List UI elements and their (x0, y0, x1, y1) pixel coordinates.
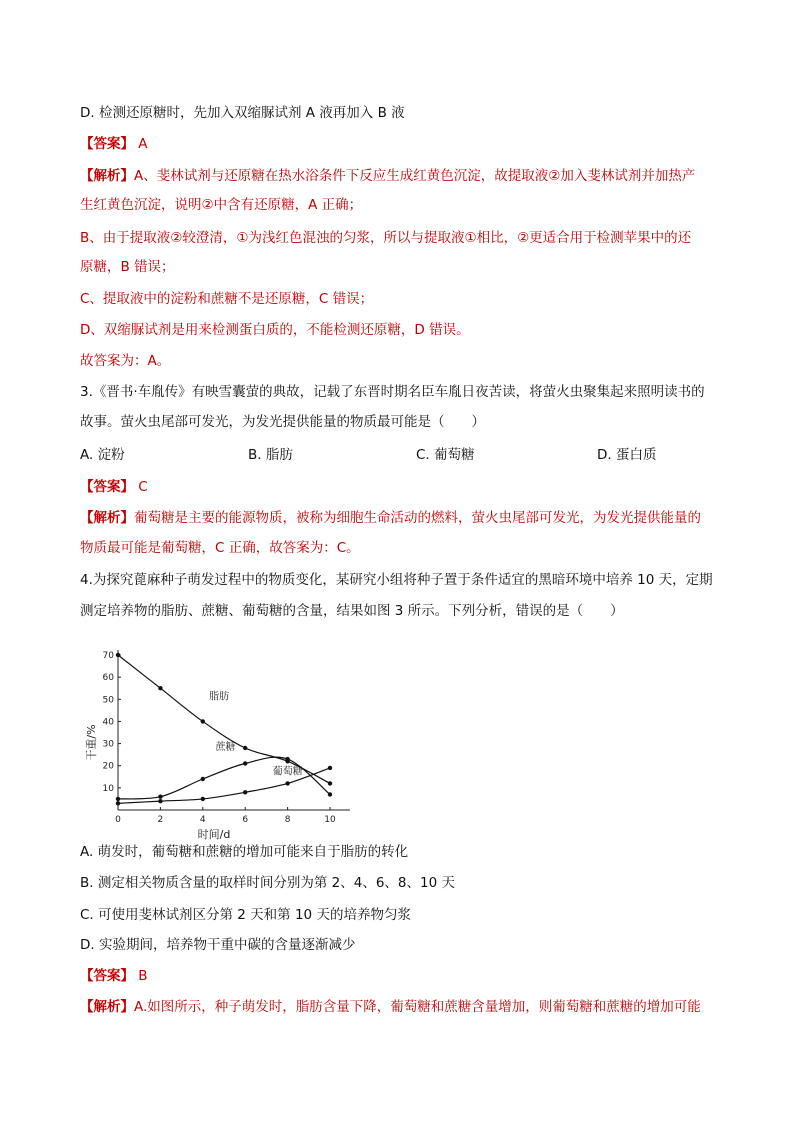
series-line-0 (118, 655, 330, 783)
q2-answer-line (80, 134, 148, 154)
y-tick-label: 20 (102, 761, 114, 772)
q2-analysis-tag: 【解析】 (80, 168, 134, 184)
data-point (116, 797, 120, 801)
x-tick-label: 0 (115, 815, 121, 825)
q4-analysis-text-0: A.如图所示，种子萌发时，脂肪含量下降，葡萄糖和蔗糖含量增加，则葡萄糖和蔗糖的增加可能 (134, 999, 701, 1015)
q3-answer-line (80, 477, 148, 497)
series-line-1 (118, 757, 330, 799)
q2-analysis-line-4: C、提取液中的淀粉和蔗糖不是还原糖，C 错误； (80, 291, 374, 307)
q3-analysis-line-0 (80, 508, 701, 528)
prev-option-d: D. 检测还原糖时，先加入双缩脲试剂 A 液再加入 B 液 (80, 105, 405, 121)
q4-stem-line-1: 测定培养物的脂肪、蔗糖、葡萄糖的含量，结果如图 3 所示。下列分析，错误的是（ ） (80, 603, 624, 619)
data-point (243, 790, 247, 794)
q3-answer-value: C (138, 479, 148, 495)
q3-option-d: D. 蛋白质 (597, 447, 657, 463)
q2-answer-tag: 【答案】 (80, 136, 134, 152)
series-label: 葡萄糖 (272, 766, 303, 778)
q2-analysis-line-5: D、双缩脲试剂是用来检测蛋白质的，不能检测还原糖，D 错误。 (80, 322, 470, 338)
q4-analysis-line-0 (80, 997, 701, 1017)
data-point (285, 781, 289, 785)
q3-option-b: B. 脂肪 (248, 447, 293, 463)
data-point (201, 797, 205, 801)
data-point (116, 653, 120, 657)
x-tick-label: 8 (284, 815, 291, 825)
q2-analysis-line-2: B、由于提取液②较澄清，①为浅红色混浊的匀浆，所以与提取液①相比，②更适合用于检测苹果中的还 (80, 230, 692, 246)
chart-axes (118, 650, 350, 810)
q3-option-a: A. 淀粉 (80, 447, 125, 463)
data-point (285, 757, 289, 761)
data-point (158, 795, 162, 799)
x-tick-label: 6 (242, 815, 249, 825)
q2-analysis-line-0 (80, 166, 695, 186)
x-tick-label: 2 (157, 815, 164, 825)
q3-stem-line-1: 故事。萤火虫尾部可发光，为发光提供能量的物质最可能是（ ） (80, 414, 485, 430)
q4-option-c: C. 可使用斐林试剂区分第 2 天和第 10 天的培养物匀浆 (80, 907, 411, 923)
q2-analysis-line-3: 原糖，B 错误； (80, 259, 175, 275)
q4-option-d: D. 实验期间，培养物干重中碳的含量逐渐减少 (80, 937, 356, 953)
q3-option-c: C. 葡萄糖 (416, 447, 475, 463)
data-point (243, 761, 247, 765)
q3-analysis-tag: 【解析】 (80, 510, 134, 526)
y-tick-label: 70 (102, 651, 114, 661)
data-point (328, 792, 332, 796)
q4-stem-line-0: 4.为探究蓖麻种子萌发过程中的物质变化，某研究小组将种子置于条件适宜的黑暗环境中培养 10 天，定期 (80, 572, 713, 588)
q4-answer-value: B (138, 968, 148, 984)
series-label: 蔗糖 (215, 742, 236, 754)
y-tick-label: 50 (102, 695, 114, 706)
q4-answer-tag: 【答案】 (80, 968, 134, 984)
line-chart (85, 645, 375, 840)
x-tick-label: 10 (324, 815, 336, 825)
data-point (201, 719, 205, 723)
q3-analysis-text-0: 葡萄糖是主要的能源物质，被称为细胞生命活动的燃料，萤火虫尾部可发光，为发光提供能量的 (134, 510, 701, 526)
y-tick-label: 30 (102, 739, 114, 750)
x-tick-label: 4 (199, 815, 206, 825)
data-point (243, 746, 247, 750)
y-tick-label: 10 (102, 783, 114, 794)
q2-answer-value: A (138, 136, 148, 152)
q4-option-a: A. 萌发时，葡萄糖和蔗糖的增加可能来自于脂肪的转化 (80, 844, 409, 860)
y-tick-label: 40 (102, 717, 114, 728)
chart-series (116, 653, 332, 806)
data-point (328, 781, 332, 785)
q4-answer-line (80, 966, 148, 986)
data-point (201, 777, 205, 781)
q3-answer-tag: 【答案】 (80, 479, 134, 495)
q2-analysis-line-6: 故答案为：A。 (80, 353, 171, 369)
series-label: 脂肪 (209, 691, 230, 703)
q2-analysis-line-1: 生红黄色沉淀，说明②中含有还原糖，A 正确； (80, 197, 363, 213)
data-point (158, 799, 162, 803)
q2-analysis-text-0: A、斐林试剂与还原糖在热水浴条件下反应生成红黄色沉淀，故提取液②加入斐林试剂并加热产 (134, 168, 696, 184)
data-point (116, 801, 120, 805)
x-axis-label: 时间/d (197, 828, 231, 840)
data-point (158, 686, 162, 690)
q4-analysis-tag: 【解析】 (80, 999, 134, 1015)
y-axis-label: 干重/% (85, 724, 98, 761)
q3-stem-line-0: 3.《晋书·车胤传》有映雪囊萤的典故，记载了东晋时期名臣车胤日夜苦读，将萤火虫聚集起来照明读书的 (80, 384, 705, 400)
y-tick-label: 60 (102, 673, 114, 684)
q3-analysis-line-1: 物质最可能是葡萄糖，C 正确，故答案为：C。 (80, 540, 360, 556)
q4-option-b: B. 测定相关物质含量的取样时间分别为第 2、4、6、8、10 天 (80, 875, 455, 891)
data-point (328, 766, 332, 770)
